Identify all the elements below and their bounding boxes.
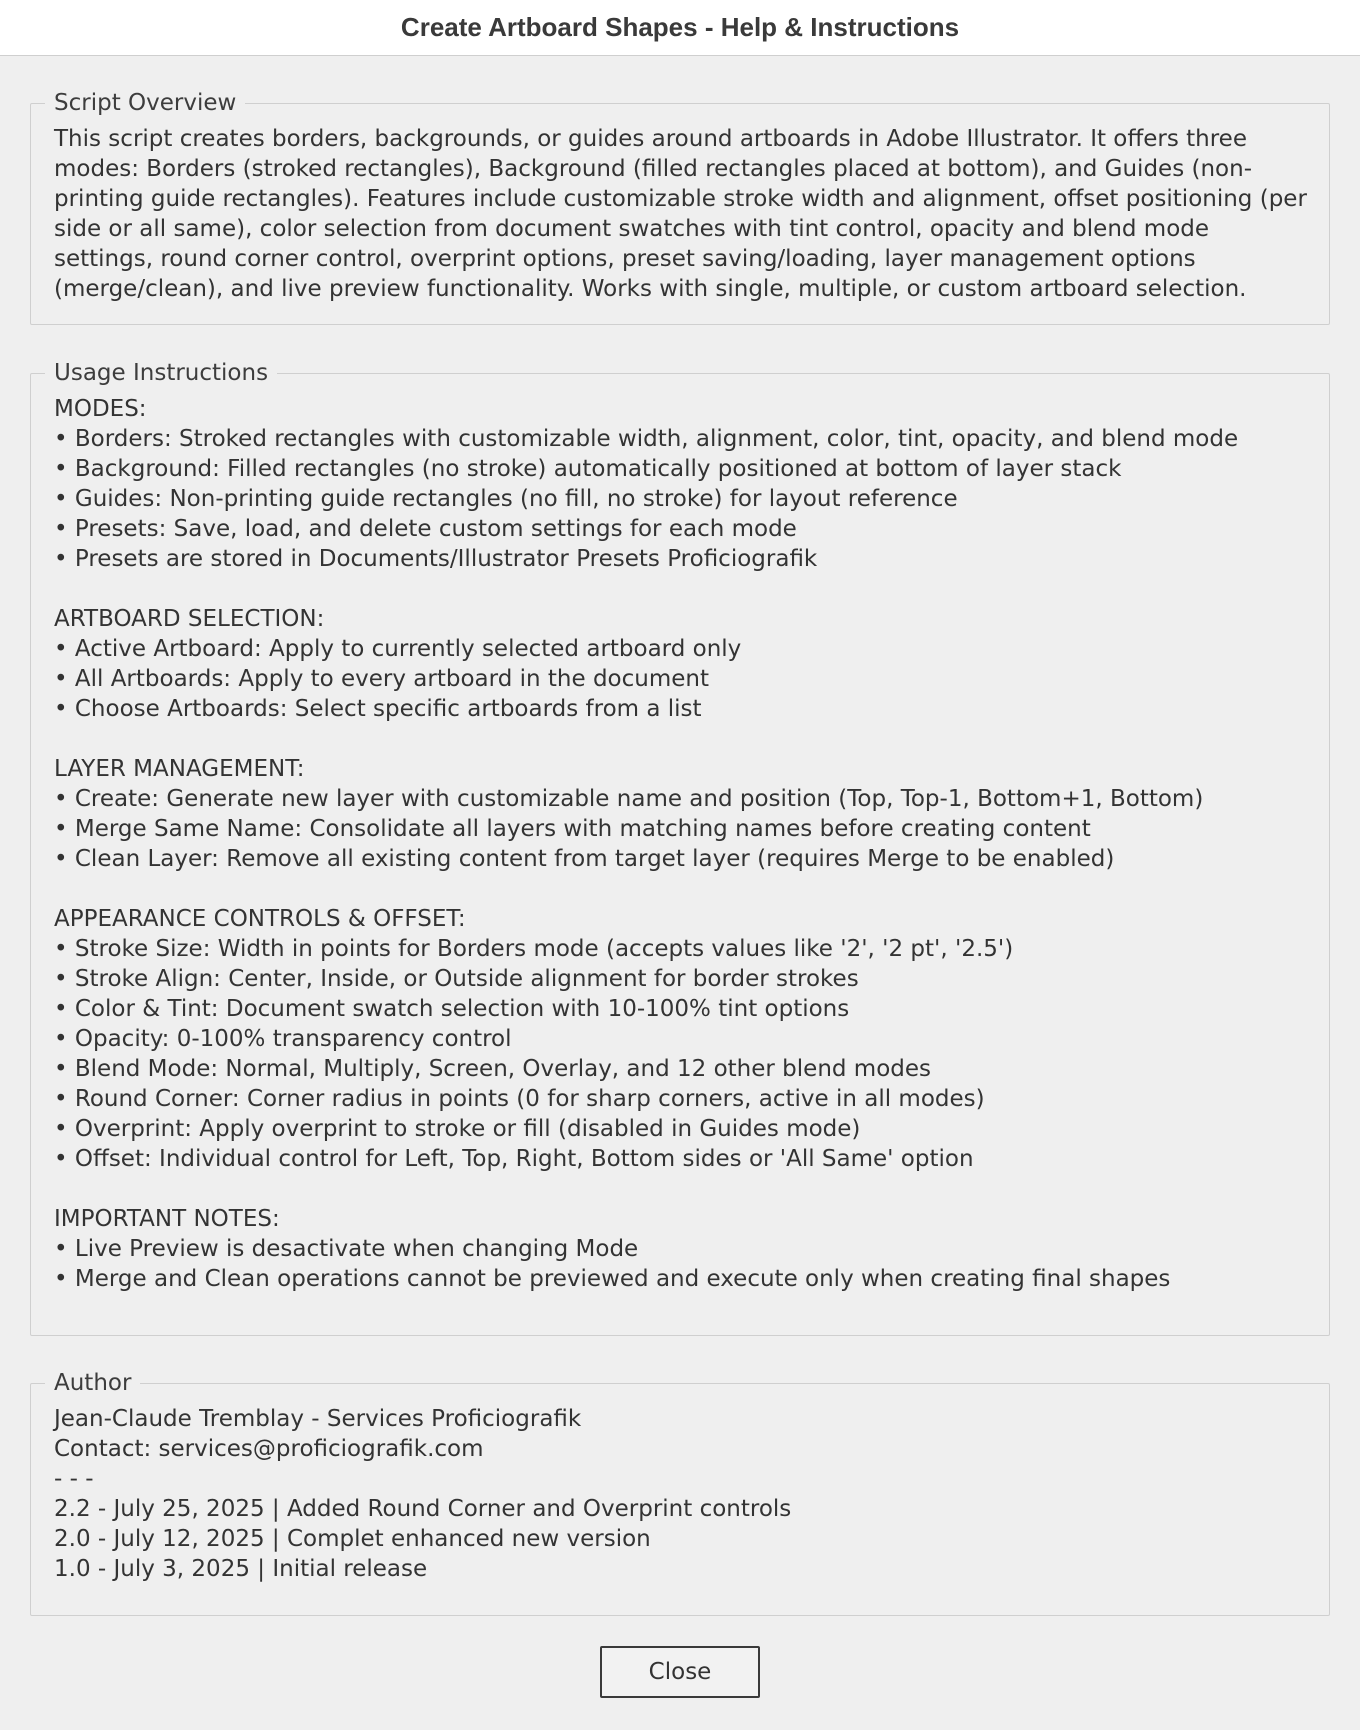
dialog-title: Create Artboard Shapes - Help & Instructions [400,12,960,42]
usage-line: MODES: [54,396,147,422]
title-bar[interactable] [0,0,1360,56]
usage-line: • Background: Filled rectangles (no stroke) automatically positioned at bottom of layer stack [54,456,1122,482]
usage-line: • Live Preview is desactivate when changing Mode [54,1236,639,1262]
script-overview-legend: Script Overview [45,87,245,119]
usage-line: • Opacity: 0-100% transparency control [54,1026,512,1052]
usage-line: • Blend Mode: Normal, Multiply, Screen, Overlay, and 12 other blend modes [54,1056,932,1082]
usage-line: APPEARANCE CONTROLS & OFFSET: [54,906,466,932]
usage-line: • Round Corner: Corner radius in points (0 for sharp corners, active in all modes) [54,1086,985,1112]
usage-instructions-text [54,394,1311,1294]
author-legend: Author [45,1367,140,1399]
usage-line: • Presets: Save, load, and delete custom settings for each mode [54,516,797,542]
usage-line: • Choose Artboards: Select specific artboards from a list [54,696,702,722]
author-contact: Contact: services@proficiografik.com [54,1436,484,1462]
script-overview-panel [30,90,1330,325]
close-button[interactable]: Close [600,1646,760,1698]
usage-line: • Guides: Non-printing guide rectangles (no fill, no stroke) for layout reference [54,486,958,512]
usage-line: • Merge and Clean operations cannot be previewed and execute only when creating final shapes [54,1266,1171,1292]
usage-line: LAYER MANAGEMENT: [54,756,305,782]
usage-line: • Active Artboard: Apply to currently selected artboard only [54,636,742,662]
usage-line: • Borders: Stroked rectangles with customizable width, alignment, color, tint, opacity, and blend mode [54,426,1239,452]
author-text [54,1404,1311,1584]
usage-line: • Merge Same Name: Consolidate all layers with matching names before creating content [54,816,1091,842]
usage-line: • All Artboards: Apply to every artboard in the document [54,666,709,692]
usage-line: • Overprint: Apply overprint to stroke or fill (disabled in Guides mode) [54,1116,861,1142]
author-panel [30,1370,1330,1616]
usage-blank-line [54,874,1311,904]
usage-blank-line [54,574,1311,604]
version-history-item: 2.2 - July 25, 2025 | Added Round Corner and Overprint controls [54,1496,792,1522]
usage-line: • Offset: Individual control for Left, Top, Right, Bottom sides or 'All Same' option [54,1146,974,1172]
usage-instructions-legend: Usage Instructions [45,357,277,389]
usage-line: ARTBOARD SELECTION: [54,606,325,632]
usage-instructions-panel [30,360,1330,1336]
usage-line: • Create: Generate new layer with customizable name and position (Top, Top-1, Bottom+1, Bottom) [54,786,1204,812]
usage-line: • Stroke Align: Center, Inside, or Outside alignment for border strokes [54,966,859,992]
usage-blank-line [54,724,1311,754]
usage-line: IMPORTANT NOTES: [54,1206,280,1232]
usage-line: • Color & Tint: Document swatch selection with 10-100% tint options [54,996,850,1022]
usage-blank-line [54,1174,1311,1204]
script-overview-text: This script creates borders, backgrounds, or guides around artboards in Adobe Illustrator. It offers three modes: Borders (stroked rectangles), Background (filled rectangles placed at bottom), and Guides (non-printing guide rectangles). Features include customizable stroke width and alignment, offset positioning (per side or all same), color selection from document swatches with tint control, opacity and blend mode settings, round corner control, overprint options, preset saving/loading, layer management options (merge/clean), and live preview functionality. Works with single, multiple, or custom artboard selection. [54,126,1307,302]
author-separator: - - - [54,1466,94,1492]
usage-line: • Presets are stored in Documents/Illustrator Presets Proficiografik [54,546,818,572]
usage-line: • Clean Layer: Remove all existing content from target layer (requires Merge to be enabled) [54,846,1115,872]
version-history-item: 1.0 - July 3, 2025 | Initial release [54,1556,428,1582]
version-history-item: 2.0 - July 12, 2025 | Complet enhanced new version [54,1526,651,1552]
usage-line: • Stroke Size: Width in points for Borders mode (accepts values like '2', '2 pt', '2.5') [54,936,1014,962]
author-name: Jean-Claude Tremblay - Services Proficiografik [54,1406,582,1432]
